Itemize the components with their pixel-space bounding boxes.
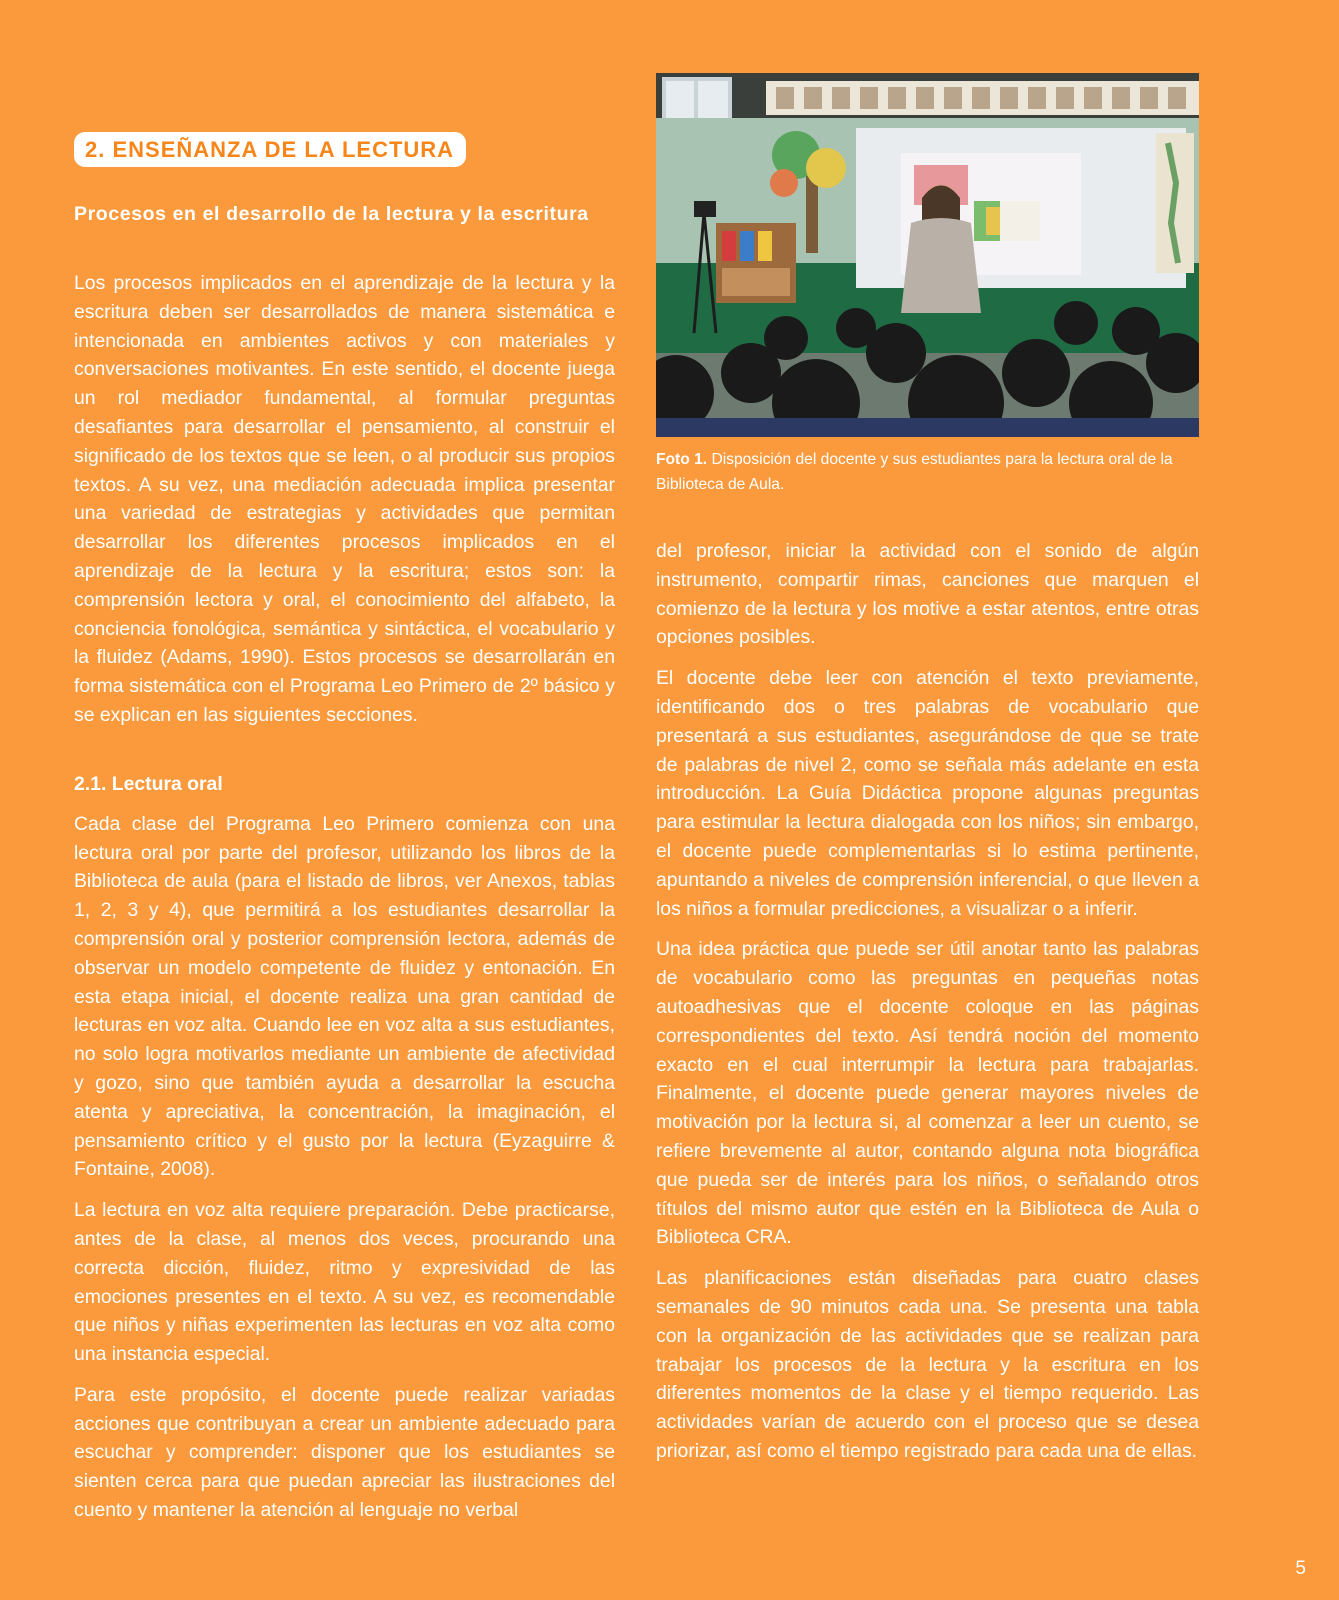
paragraph: El docente debe leer con atención el texto previamente, identificando dos o tres palabras de vocabulario que presentará a sus estudiantes, asegurándose de que se trate de palabras de nivel 2, como se señala más adelante en esta introducción. La Guía Didáctica propone algunas preguntas para estimular la lectura dialogada con los niños; sin embargo, el docente puede complementarlas si lo estima pertinente, apuntando a niveles de comprensión inferencial, o que lleven a los niños a formular predicciones, a visualizar o a inferir. [656, 667, 1199, 920]
page-number: 5 [1295, 1558, 1306, 1579]
right-column [656, 73, 1199, 1466]
paragraph: Las planificaciones están diseñadas para cuatro clases semanales de 90 minutos cada una. Se presenta una tabla con la organización de las actividades que se realizan para trabajar los procesos de la lectura y la escritura en los diferentes momentos de la clase y el tiempo requerido. Las actividades varían de acuerdo con el proceso que se desea priorizar, así como el tiempo registrado para cada una de ellas. [656, 1267, 1199, 1462]
left-column [74, 132, 615, 1525]
paragraph: Los procesos implicados en el aprendizaje de la lectura y la escritura deben ser desarrollados de manera sistemática e intencionada en ambientes activos y con materiales y conversaciones motivantes. En este sentido, el docente juega un rol mediador fundamental, al formular preguntas desafiantes para desarrollar el pensamiento, al construir el significado de los textos que se leen, o al producir sus propios textos. A su vez, una mediación adecuada implica presentar una variedad de estrategias y actividades que permitan desarrollar los diferentes procesos implicados en el aprendizaje de la lectura y la escritura; estos son: la comprensión lectora y oral, el conocimiento del alfabeto, la conciencia fonológica, semántica y sintáctica, el vocabulario y la fluidez (Adams, 1990). Estos procesos se desarrollarán en forma sistemática con el Programa Leo Primero de 2º básico y se explican en las siguientes secciones. [74, 272, 615, 726]
caption-label: Foto 1. [656, 451, 708, 468]
section-heading: 2. ENSEÑANZA DE LA LECTURA [74, 132, 466, 167]
paragraph: La lectura en voz alta requiere preparación. Debe practicarse, antes de la clase, al menos dos veces, procurando una correcta dicción, fluidez, ritmo y expresividad de las emociones presentes en el texto. A su vez, es recomendable que niños y niñas experimenten las lecturas en voz alta como una instancia especial. [74, 1199, 615, 1366]
subsection-heading: 2.1. Lectura oral [74, 772, 223, 795]
paragraph: Una idea práctica que puede ser útil anotar tanto las palabras de vocabulario como las preguntas en pequeñas notas autoadhesivas que el docente coloque en las páginas correspondientes del texto. Así tendrá noción del momento exacto en el cual interrumpir la lectura para trabajarlas. Finalmente, el docente puede generar mayores niveles de motivación por la lectura si, al comenzar a leer un cuento, se refiere brevemente al autor, contando alguna nota biográfica que pueda ser de interés para los niños, o señalando otros títulos del mismo autor que estén en la Biblioteca de Aula o Biblioteca CRA. [656, 938, 1199, 1249]
classroom-photo [656, 73, 1199, 437]
photo-caption [656, 447, 1199, 497]
section-subtitle: Procesos en el desarrollo de la lectura y la escritura [74, 203, 589, 225]
paragraph: Cada clase del Programa Leo Primero comienza con una lectura oral por parte del profesor, utilizando los libros de la Biblioteca de aula (para el listado de libros, ver Anexos, tablas 1, 2, 3 y 4), que permitirá a los estudiantes desarrollar la comprensión oral y posterior comprensión lectora, además de observar un modelo competente de fluidez y entonación. En esta etapa inicial, el docente realiza una gran cantidad de lecturas en voz alta. Cuando lee en voz alta a sus estudiantes, no solo logra motivarlos mediante un ambiente de afectividad y gozo, sino que también ayuda a desarrollar la escucha atenta y apreciativa, la concentración, la imaginación, el pensamiento crítico y el gusto por la lectura (Eyzaguirre & Fontaine, 2008). [74, 812, 615, 1181]
paragraph: Para este propósito, el docente puede realizar variadas acciones que contribuyan a crear un ambiente adecuado para escuchar y comprender: disponer que los estudiantes se sienten cerca para que puedan apreciar las ilustraciones del cuento y mantener la atención al lenguaje no verbal [74, 1383, 615, 1522]
caption-text: Disposición del docente y sus estudiantes para la lectura oral de la Biblioteca de Aula. [656, 451, 1173, 493]
paragraph: del profesor, iniciar la actividad con el sonido de algún instrumento, compartir rimas, canciones que marquen el comienzo de la lectura y los motive a estar atentos, entre otras opciones posibles. [656, 540, 1199, 649]
